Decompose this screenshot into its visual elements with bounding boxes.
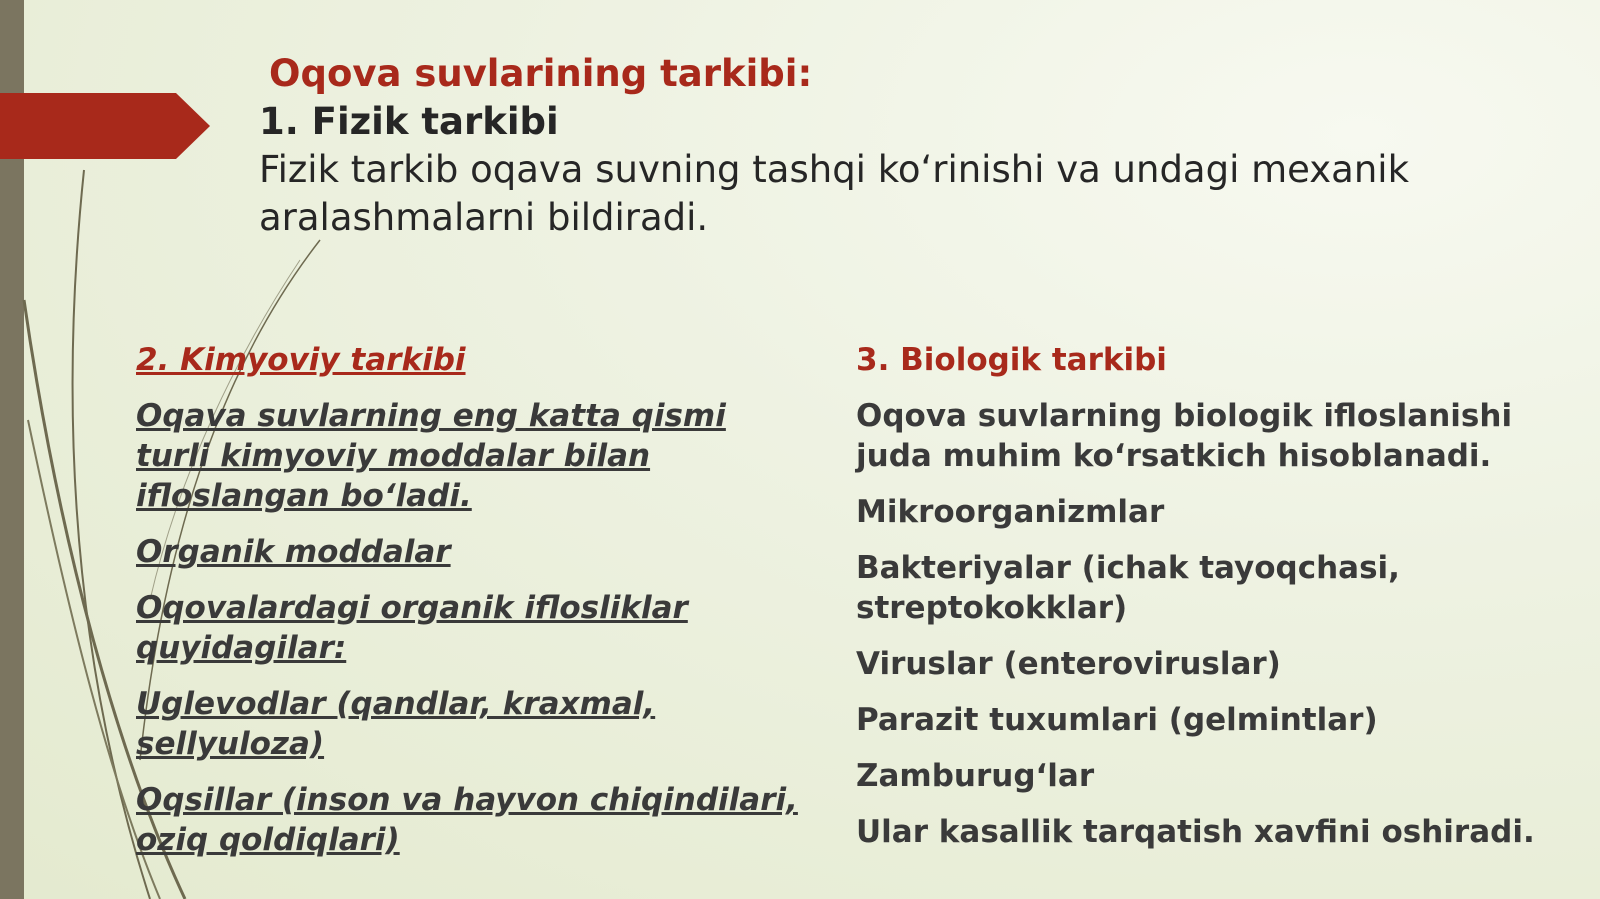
left-paragraph: Oqsillar (inson va hayvon chiqindilari, oziq qoldiqlari) (136, 782, 798, 858)
slide-title: Oqova suvlarining tarkibi: (269, 52, 813, 95)
right-paragraph: Viruslar (enteroviruslar) (856, 646, 1281, 682)
right-paragraph: Bakteriyalar (ichak tayoqchasi, streptokokklar) (856, 550, 1400, 626)
left-column (136, 340, 806, 876)
slide-header (259, 50, 1549, 242)
section-1-text: Fizik tarkib oqava suvning tashqi ko‘rinishi va undagi mexanik aralashmalarni bildiradi. (259, 148, 1410, 239)
arrow-banner (0, 93, 210, 159)
left-paragraph: Uglevodlar (qandlar, kraxmal, sellyuloza) (136, 686, 656, 762)
right-paragraph: Mikroorganizmlar (856, 494, 1165, 530)
right-paragraph: Parazit tuxumlari (gelmintlar) (856, 702, 1378, 738)
left-paragraph: Oqovalardagi organik ifloslikl​ar quyidagilar: (136, 590, 688, 666)
right-paragraph: Zamburug‘lar (856, 758, 1095, 794)
section-1-heading: 1. Fizik tarkibi (259, 100, 559, 143)
right-paragraph: Oqova suvlarning biologik ifloslanishi juda muhim ko‘rsatkich hisoblanadi. (856, 398, 1513, 474)
section-3-heading: 3. Biologik tarkibi (856, 342, 1167, 378)
right-paragraph: Ular kasallik tarqatish xavfini oshiradi. (856, 814, 1535, 850)
left-paragraph: Organik moddalar (136, 534, 451, 570)
right-column (856, 340, 1556, 868)
section-2-heading: 2. Kimyoviy tarkibi (136, 342, 466, 378)
left-paragraph: Oqava suvlarning eng katta qismi turli kimyoviy moddalar bilan ifloslangan bo‘ladi. (136, 398, 726, 514)
